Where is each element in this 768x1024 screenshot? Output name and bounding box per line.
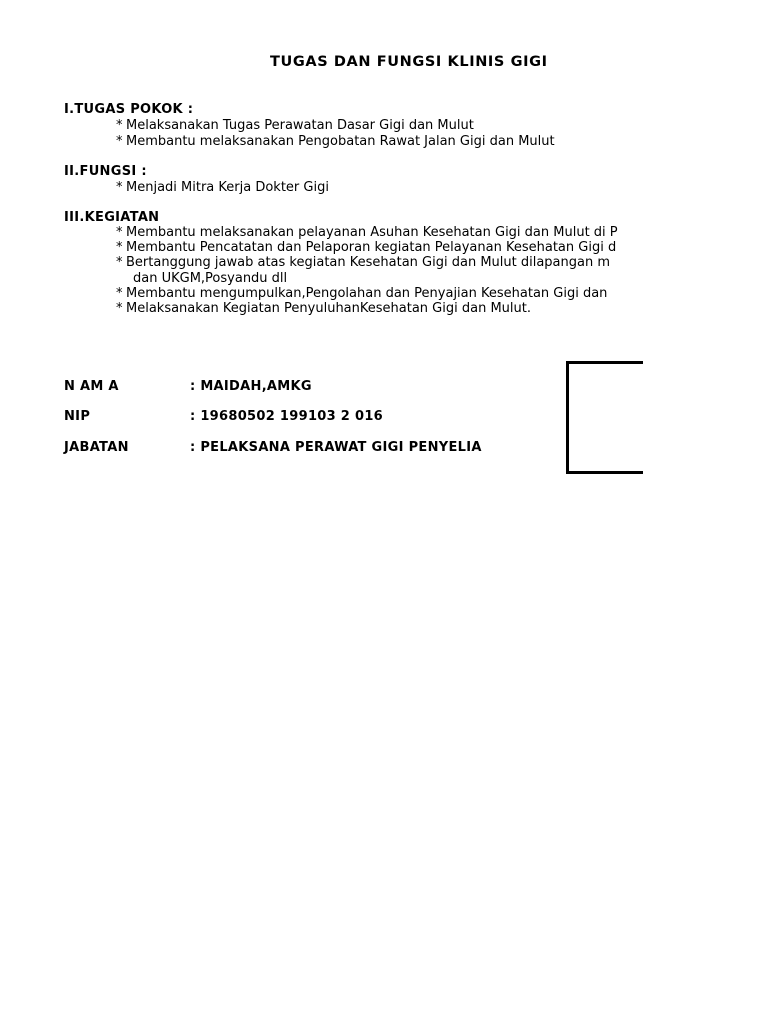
- bullet-star: *: [116, 180, 123, 195]
- list-item-text: Menjadi Mitra Kerja Dokter Gigi: [126, 180, 329, 195]
- list-item: [116, 301, 531, 317]
- jabatan-value: : PELAKSANA PERAWAT GIGI PENYELIA: [190, 440, 482, 455]
- bullet-star: *: [116, 240, 123, 255]
- list-item-text: Bertanggung jawab atas kegiatan Kesehatan Gigi dan Mulut dilapangan m: [126, 255, 611, 270]
- list-item-text: Melaksanakan Tugas Perawatan Dasar Gigi dan Mulut: [126, 118, 474, 133]
- list-item: [116, 180, 329, 196]
- list-item: [116, 134, 555, 150]
- list-item: [116, 286, 607, 302]
- section-heading-tugas-pokok: I.TUGAS POKOK :: [64, 102, 194, 117]
- page-title: TUGAS DAN FUNGSI KLINIS GIGI: [270, 54, 548, 70]
- list-item-text: Membantu melaksanakan Pengobatan Rawat Jalan Gigi dan Mulut: [126, 134, 555, 149]
- bullet-star: *: [116, 301, 123, 316]
- list-item-text: Membantu melaksanakan pelayanan Asuhan Kesehatan Gigi dan Mulut di P: [126, 225, 618, 240]
- nip-label: NIP: [64, 409, 91, 424]
- list-item: [116, 225, 618, 241]
- list-item: [116, 118, 474, 134]
- list-item-text: Membantu mengumpulkan,Pengolahan dan Penyajian Kesehatan Gigi dan: [126, 286, 608, 301]
- section-heading-kegiatan: III.KEGIATAN: [64, 210, 160, 225]
- photo-frame: [566, 361, 643, 474]
- bullet-star: *: [116, 255, 123, 270]
- bullet-star: *: [116, 286, 123, 301]
- list-item-text: Melaksanakan Kegiatan PenyuluhanKesehatan Gigi dan Mulut.: [126, 301, 531, 316]
- nama-label: N AM A: [64, 379, 119, 394]
- section-heading-fungsi: II.FUNGSI :: [64, 164, 147, 179]
- bullet-star: *: [116, 134, 123, 149]
- jabatan-label: JABATAN: [64, 440, 129, 455]
- bullet-star: *: [116, 118, 123, 133]
- nama-value: : MAIDAH,AMKG: [190, 379, 312, 394]
- nip-value: : 19680502 199103 2 016: [190, 409, 384, 424]
- list-item: [116, 255, 610, 287]
- bullet-star: *: [116, 225, 123, 240]
- list-item: [116, 240, 616, 256]
- list-item-text: Membantu Pencatatan dan Pelaporan kegiatan Pelayanan Kesehatan Gigi d: [126, 240, 617, 255]
- list-item-continuation: dan UKGM,Posyandu dll: [133, 271, 288, 286]
